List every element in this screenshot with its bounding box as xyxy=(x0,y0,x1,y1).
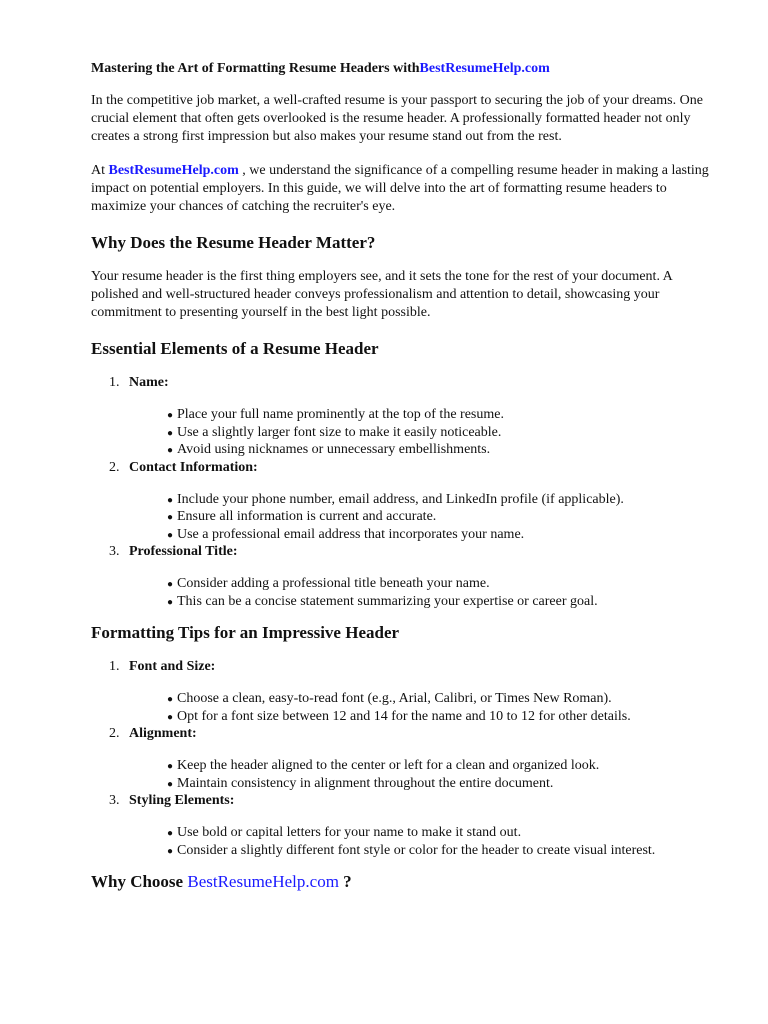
bullet-text: Use bold or capital letters for your name to make it stand out. xyxy=(177,825,522,840)
bullet-text: This can be a concise statement summarizing your expertise or career goal. xyxy=(177,593,598,609)
bullet-text: Consider a slightly different font style or color for the header to create visual interest. xyxy=(177,842,656,858)
essential-list xyxy=(91,374,708,610)
bullet-icon: ● xyxy=(167,445,174,456)
document-title xyxy=(91,60,708,78)
tips-heading: Formatting Tips for an Impressive Header xyxy=(91,623,400,642)
intro-paragraph: In the competitive job market, a well-crafted resume is your passport to securing the job of your dreams. One crucial element that often gets overlooked is the resume header. A professionally formatted header not only creates a strong first impression but also makes your resume stand out from the rest. xyxy=(91,93,703,144)
bullet-icon: ● xyxy=(167,529,174,541)
bullet-icon: ● xyxy=(167,711,174,723)
essential-heading: Essential Elements of a Resume Header xyxy=(91,339,379,358)
about-paragraph xyxy=(91,162,721,216)
choose-heading xyxy=(91,871,708,893)
bullet-text: Keep the header aligned to the center or left for a clean and organized look. xyxy=(177,758,600,773)
bullet-text: Use a slightly larger font size to make it easily noticeable. xyxy=(177,424,502,440)
item-title: Font and Size: xyxy=(129,659,216,674)
bullet-list xyxy=(129,824,708,859)
bullet-text: Consider adding a professional title beneath your name. xyxy=(177,576,490,591)
choose-link[interactable]: BestResumeHelp.com xyxy=(187,872,339,891)
list-item xyxy=(167,406,708,424)
bullet-text: Include your phone number, email address, and LinkedIn profile (if applicable). xyxy=(177,491,624,507)
bullet-list xyxy=(129,575,708,610)
bullet-text: Avoid using nicknames or unnecessary embellishments. xyxy=(177,442,491,457)
bullet-list xyxy=(129,491,708,544)
list-item xyxy=(167,757,708,775)
bullet-icon: ● xyxy=(167,427,174,439)
item-title: Name: xyxy=(129,375,169,390)
list-item xyxy=(167,575,708,593)
list-item xyxy=(167,708,708,726)
bullet-icon: ● xyxy=(167,512,174,523)
list-item xyxy=(167,824,708,842)
list-item xyxy=(167,441,708,459)
choose-suffix: ? xyxy=(338,872,352,891)
item-title: Professional Title: xyxy=(129,544,238,559)
tips-list xyxy=(91,658,708,859)
essential-item-name xyxy=(91,374,708,459)
tips-item-alignment xyxy=(91,725,708,792)
item-title: Contact Information: xyxy=(129,459,258,475)
list-item xyxy=(167,842,708,860)
essential-item-title xyxy=(91,543,708,610)
bullet-list xyxy=(129,757,708,792)
bullet-icon: ● xyxy=(167,579,174,590)
why-heading: Why Does the Resume Header Matter? xyxy=(91,233,376,252)
list-item xyxy=(167,526,708,544)
item-number: 3. xyxy=(109,793,120,808)
bullet-icon: ● xyxy=(167,694,174,705)
bullet-text: Opt for a font size between 12 and 14 for the name and 10 to 12 for other details. xyxy=(177,708,631,724)
bullet-text: Place your full name prominently at the top of the resume. xyxy=(177,407,504,422)
bullet-icon: ● xyxy=(167,761,174,772)
bullet-text: Use a professional email address that incorporates your name. xyxy=(177,526,525,542)
essential-item-contact xyxy=(91,459,708,544)
tips-item-styling xyxy=(91,792,708,859)
list-item xyxy=(167,424,708,442)
bullet-list xyxy=(129,690,708,725)
item-number: 1. xyxy=(109,375,120,390)
bullet-text: Choose a clean, easy-to-read font (e.g., Arial, Calibri, or Times New Roman). xyxy=(177,691,612,706)
bullet-icon: ● xyxy=(167,778,174,790)
list-item xyxy=(167,775,708,793)
about-link[interactable]: BestResumeHelp.com xyxy=(108,163,239,178)
tips-item-font xyxy=(91,658,708,725)
bullet-icon: ● xyxy=(167,494,174,506)
item-number: 2. xyxy=(109,726,120,741)
bullet-text: Ensure all information is current and accurate. xyxy=(177,509,437,524)
title-link[interactable]: BestResumeHelp.com xyxy=(419,61,550,76)
item-number: 2. xyxy=(109,459,120,475)
item-title: Styling Elements: xyxy=(129,793,235,808)
bullet-list xyxy=(129,406,708,459)
about-text: , we understand the significance of a compelling resume header in making a lasting impact on potential employers. In this guide, we will delve into the art of formatting resume headers to maximize your chances of catching the recruiter's eye. xyxy=(91,163,709,214)
bullet-icon: ● xyxy=(167,828,174,839)
bullet-text: Maintain consistency in alignment throughout the entire document. xyxy=(177,775,554,791)
list-item xyxy=(167,491,708,509)
why-paragraph: Your resume header is the first thing employers see, and it sets the tone for the rest of your document. A polished and well-structured header conveys professionalism and attention to detail, showcasing your commitment to presenting yourself in the best light possible. xyxy=(91,269,673,320)
choose-prefix: Why Choose xyxy=(91,872,188,891)
bullet-icon: ● xyxy=(167,596,174,608)
title-text: Mastering the Art of Formatting Resume Headers with xyxy=(91,61,420,76)
bullet-icon: ● xyxy=(167,410,174,421)
item-number: 1. xyxy=(109,659,120,674)
bullet-icon: ● xyxy=(167,845,174,857)
item-number: 3. xyxy=(109,544,120,559)
list-item xyxy=(167,593,708,611)
list-item xyxy=(167,690,708,708)
item-title: Alignment: xyxy=(129,726,197,741)
list-item xyxy=(167,508,708,526)
about-prefix: At xyxy=(91,163,109,178)
